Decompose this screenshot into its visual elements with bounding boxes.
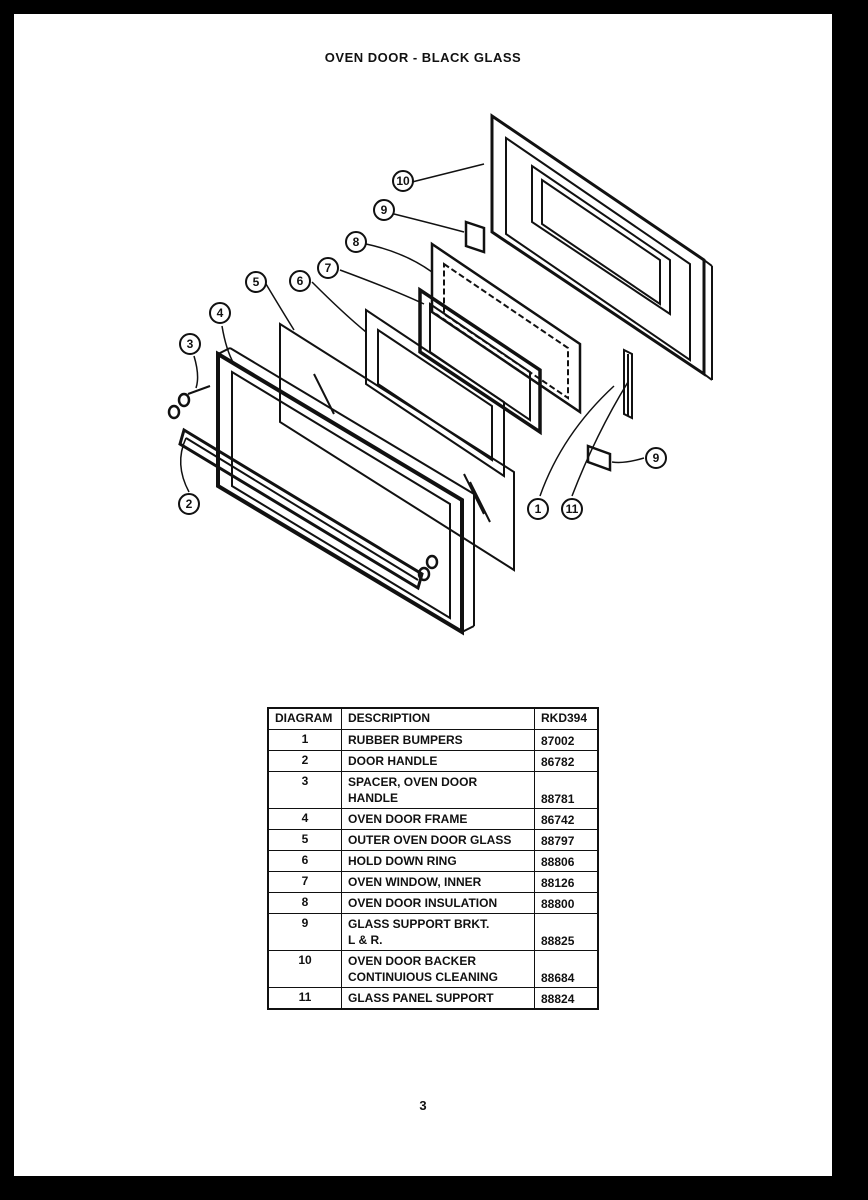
row-diagram-number: 6 bbox=[268, 851, 342, 872]
row-description: SPACER, OVEN DOOR HANDLE bbox=[342, 772, 535, 809]
callout-circles bbox=[179, 171, 666, 519]
row-description: OVEN WINDOW, INNER bbox=[342, 872, 535, 893]
table-row bbox=[268, 751, 598, 772]
callout-1: 1 bbox=[534, 502, 542, 516]
callout-11: 11 bbox=[565, 502, 579, 516]
table-row bbox=[268, 830, 598, 851]
table-row bbox=[268, 893, 598, 914]
parts-table-header bbox=[268, 708, 598, 730]
callout-10: 10 bbox=[396, 174, 410, 188]
row-description: RUBBER BUMPERS bbox=[342, 730, 535, 751]
row-description: OVEN DOOR FRAME bbox=[342, 809, 535, 830]
table-row bbox=[268, 872, 598, 893]
row-description: OVEN DOOR INSULATION bbox=[342, 893, 535, 914]
table-row bbox=[268, 988, 598, 1010]
row-diagram-number: 3 bbox=[268, 772, 342, 809]
table-row bbox=[268, 730, 598, 751]
parts-table-body bbox=[268, 730, 598, 1010]
page-title: OVEN DOOR - BLACK GLASS bbox=[324, 50, 522, 65]
leader-lines bbox=[181, 164, 644, 496]
row-diagram-number: 5 bbox=[268, 830, 342, 851]
row-diagram-number: 7 bbox=[268, 872, 342, 893]
page-number: 3 bbox=[419, 1098, 427, 1113]
header-description: DESCRIPTION bbox=[342, 708, 535, 730]
row-description: DOOR HANDLE bbox=[342, 751, 535, 772]
row-part-number: 87002 bbox=[535, 730, 599, 751]
door-backer-part bbox=[492, 116, 712, 380]
header-model: RKD394 bbox=[535, 708, 599, 730]
row-part-number: 88824 bbox=[535, 988, 599, 1010]
callout-2: 2 bbox=[185, 497, 193, 511]
callout-4: 4 bbox=[216, 306, 224, 320]
row-diagram-number: 4 bbox=[268, 809, 342, 830]
row-part-number: 88781 bbox=[535, 772, 599, 809]
glass-support-bracket-upper bbox=[466, 222, 484, 252]
row-part-number: 88800 bbox=[535, 893, 599, 914]
row-diagram-number: 1 bbox=[268, 730, 342, 751]
table-row bbox=[268, 851, 598, 872]
parts-table bbox=[267, 707, 599, 1010]
callout-9-lower: 9 bbox=[652, 451, 660, 465]
row-diagram-number: 9 bbox=[268, 914, 342, 951]
row-description: HOLD DOWN RING bbox=[342, 851, 535, 872]
page-sheet bbox=[14, 14, 832, 1176]
row-part-number: 86742 bbox=[535, 809, 599, 830]
table-row bbox=[268, 914, 598, 951]
row-diagram-number: 2 bbox=[268, 751, 342, 772]
row-diagram-number: 10 bbox=[268, 951, 342, 988]
callout-5: 5 bbox=[252, 275, 260, 289]
row-part-number: 86782 bbox=[535, 751, 599, 772]
row-part-number: 88797 bbox=[535, 830, 599, 851]
row-description: GLASS PANEL SUPPORT bbox=[342, 988, 535, 1010]
header-diagram: DIAGRAM bbox=[268, 708, 342, 730]
row-part-number: 88684 bbox=[535, 951, 599, 988]
callout-6: 6 bbox=[296, 274, 304, 288]
row-part-number: 88825 bbox=[535, 914, 599, 951]
row-description: OUTER OVEN DOOR GLASS bbox=[342, 830, 535, 851]
callout-7: 7 bbox=[324, 261, 332, 275]
table-row bbox=[268, 809, 598, 830]
row-description: GLASS SUPPORT BRKT. L & R. bbox=[342, 914, 535, 951]
row-part-number: 88806 bbox=[535, 851, 599, 872]
row-diagram-number: 11 bbox=[268, 988, 342, 1010]
row-diagram-number: 8 bbox=[268, 893, 342, 914]
glass-panel-support-part bbox=[624, 350, 632, 418]
table-row bbox=[268, 772, 598, 809]
row-part-number: 88126 bbox=[535, 872, 599, 893]
inner-oven-window-part bbox=[420, 290, 540, 432]
callout-3: 3 bbox=[186, 337, 194, 351]
table-row bbox=[268, 951, 598, 988]
callout-9-upper: 9 bbox=[380, 203, 388, 217]
row-description: OVEN DOOR BACKER CONTINUIOUS CLEANING bbox=[342, 951, 535, 988]
callout-8: 8 bbox=[352, 235, 360, 249]
exploded-parts-diagram bbox=[14, 14, 832, 694]
callout-labels bbox=[186, 174, 660, 516]
